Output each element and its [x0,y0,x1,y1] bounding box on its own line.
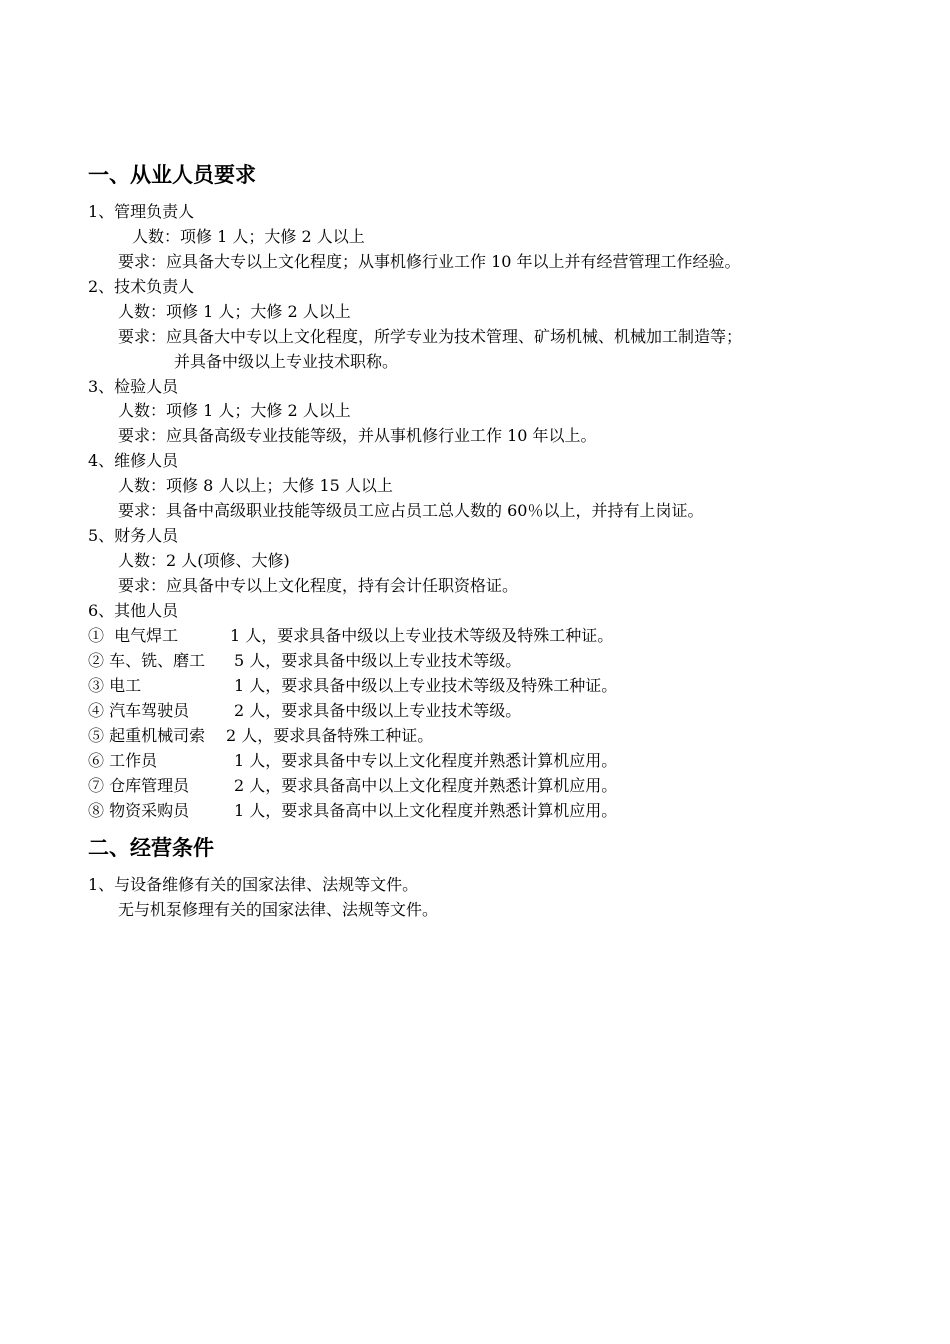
other-item-text: 2 人，要求具备高中以上文化程度并熟悉计算机应用。 [234,776,618,795]
tech-count: 人数：项修 1 人；大修 2 人以上 [118,302,351,321]
other-item-text: 1 人，要求具备中专以上文化程度并熟悉计算机应用。 [234,751,618,770]
other-item-role: ⑥ 工作员 [88,751,158,770]
mgmt-title: 1、管理负责人 [88,202,195,221]
other-item [88,725,205,747]
inspect-requirement: 要求：应具备高级专业技能等级，并从事机修行业工作 10 年以上。 [118,426,597,445]
inspect-count: 人数：项修 1 人；大修 2 人以上 [118,401,351,420]
other-item-role: ③ 电工 [88,676,142,695]
other-item [88,625,178,647]
tech-requirement-cont: 并具备中级以上专业技术职称。 [174,352,399,371]
other-item-text: 1 人，要求具备中级以上专业技术等级及特殊工种证。 [230,626,614,645]
tech-requirement: 要求：应具备大中专以上文化程度，所学专业为技术管理、矿场机械、机械加工制造等； [118,327,743,346]
section-heading-business: 二、经营条件 [88,836,214,860]
other-item [88,650,205,672]
mgmt-requirement: 要求：应具备大专以上文化程度；从事机修行业工作 10 年以上并有经营管理工作经验。 [118,252,741,271]
finance-requirement: 要求：应具备中专以上文化程度，持有会计任职资格证。 [118,576,519,595]
other-item-role: ② 车、铣、磨工 [88,651,206,670]
other-item [88,775,189,797]
finance-title: 5、财务人员 [88,526,179,545]
other-item-text: 2 人，要求具备中级以上专业技术等级。 [234,701,522,720]
other-item-text: 1 人，要求具备高中以上文化程度并熟悉计算机应用。 [234,801,618,820]
other-item-role: ④ 汽车驾驶员 [88,701,190,720]
business-item-title: 1、与设备维修有关的国家法律、法规等文件。 [88,875,419,894]
repair-count: 人数：项修 8 人以上；大修 15 人以上 [118,476,393,495]
other-item-role: ⑧ 物资采购员 [88,801,190,820]
section-heading-staff: 一、从业人员要求 [88,163,256,187]
other-item [88,750,157,772]
other-item-role: ⑤ 起重机械司索 [88,726,206,745]
mgmt-count: 人数：项修 1 人；大修 2 人以上 [132,227,365,246]
other-item [88,800,189,822]
other-item-role: ① 电气焊工 [88,626,179,645]
other-item-text: 5 人，要求具备中级以上专业技术等级。 [234,651,522,670]
repair-title: 4、维修人员 [88,451,179,470]
repair-requirement: 要求：具备中高级职业技能等级员工应占员工总人数的 60％以上，并持有上岗证。 [118,501,704,520]
other-item-text: 1 人，要求具备中级以上专业技术等级及特殊工种证。 [234,676,618,695]
other-item-role: ⑦ 仓库管理员 [88,776,190,795]
inspect-title: 3、检验人员 [88,377,179,396]
other-item [88,700,189,722]
other-title: 6、其他人员 [88,601,179,620]
tech-title: 2、技术负责人 [88,277,195,296]
business-item-text: 无与机泵修理有关的国家法律、法规等文件。 [118,900,439,919]
finance-count: 人数：2 人(项修、大修) [118,551,290,570]
other-item [88,675,141,697]
other-item-text: 2 人，要求具备特殊工种证。 [226,726,434,745]
